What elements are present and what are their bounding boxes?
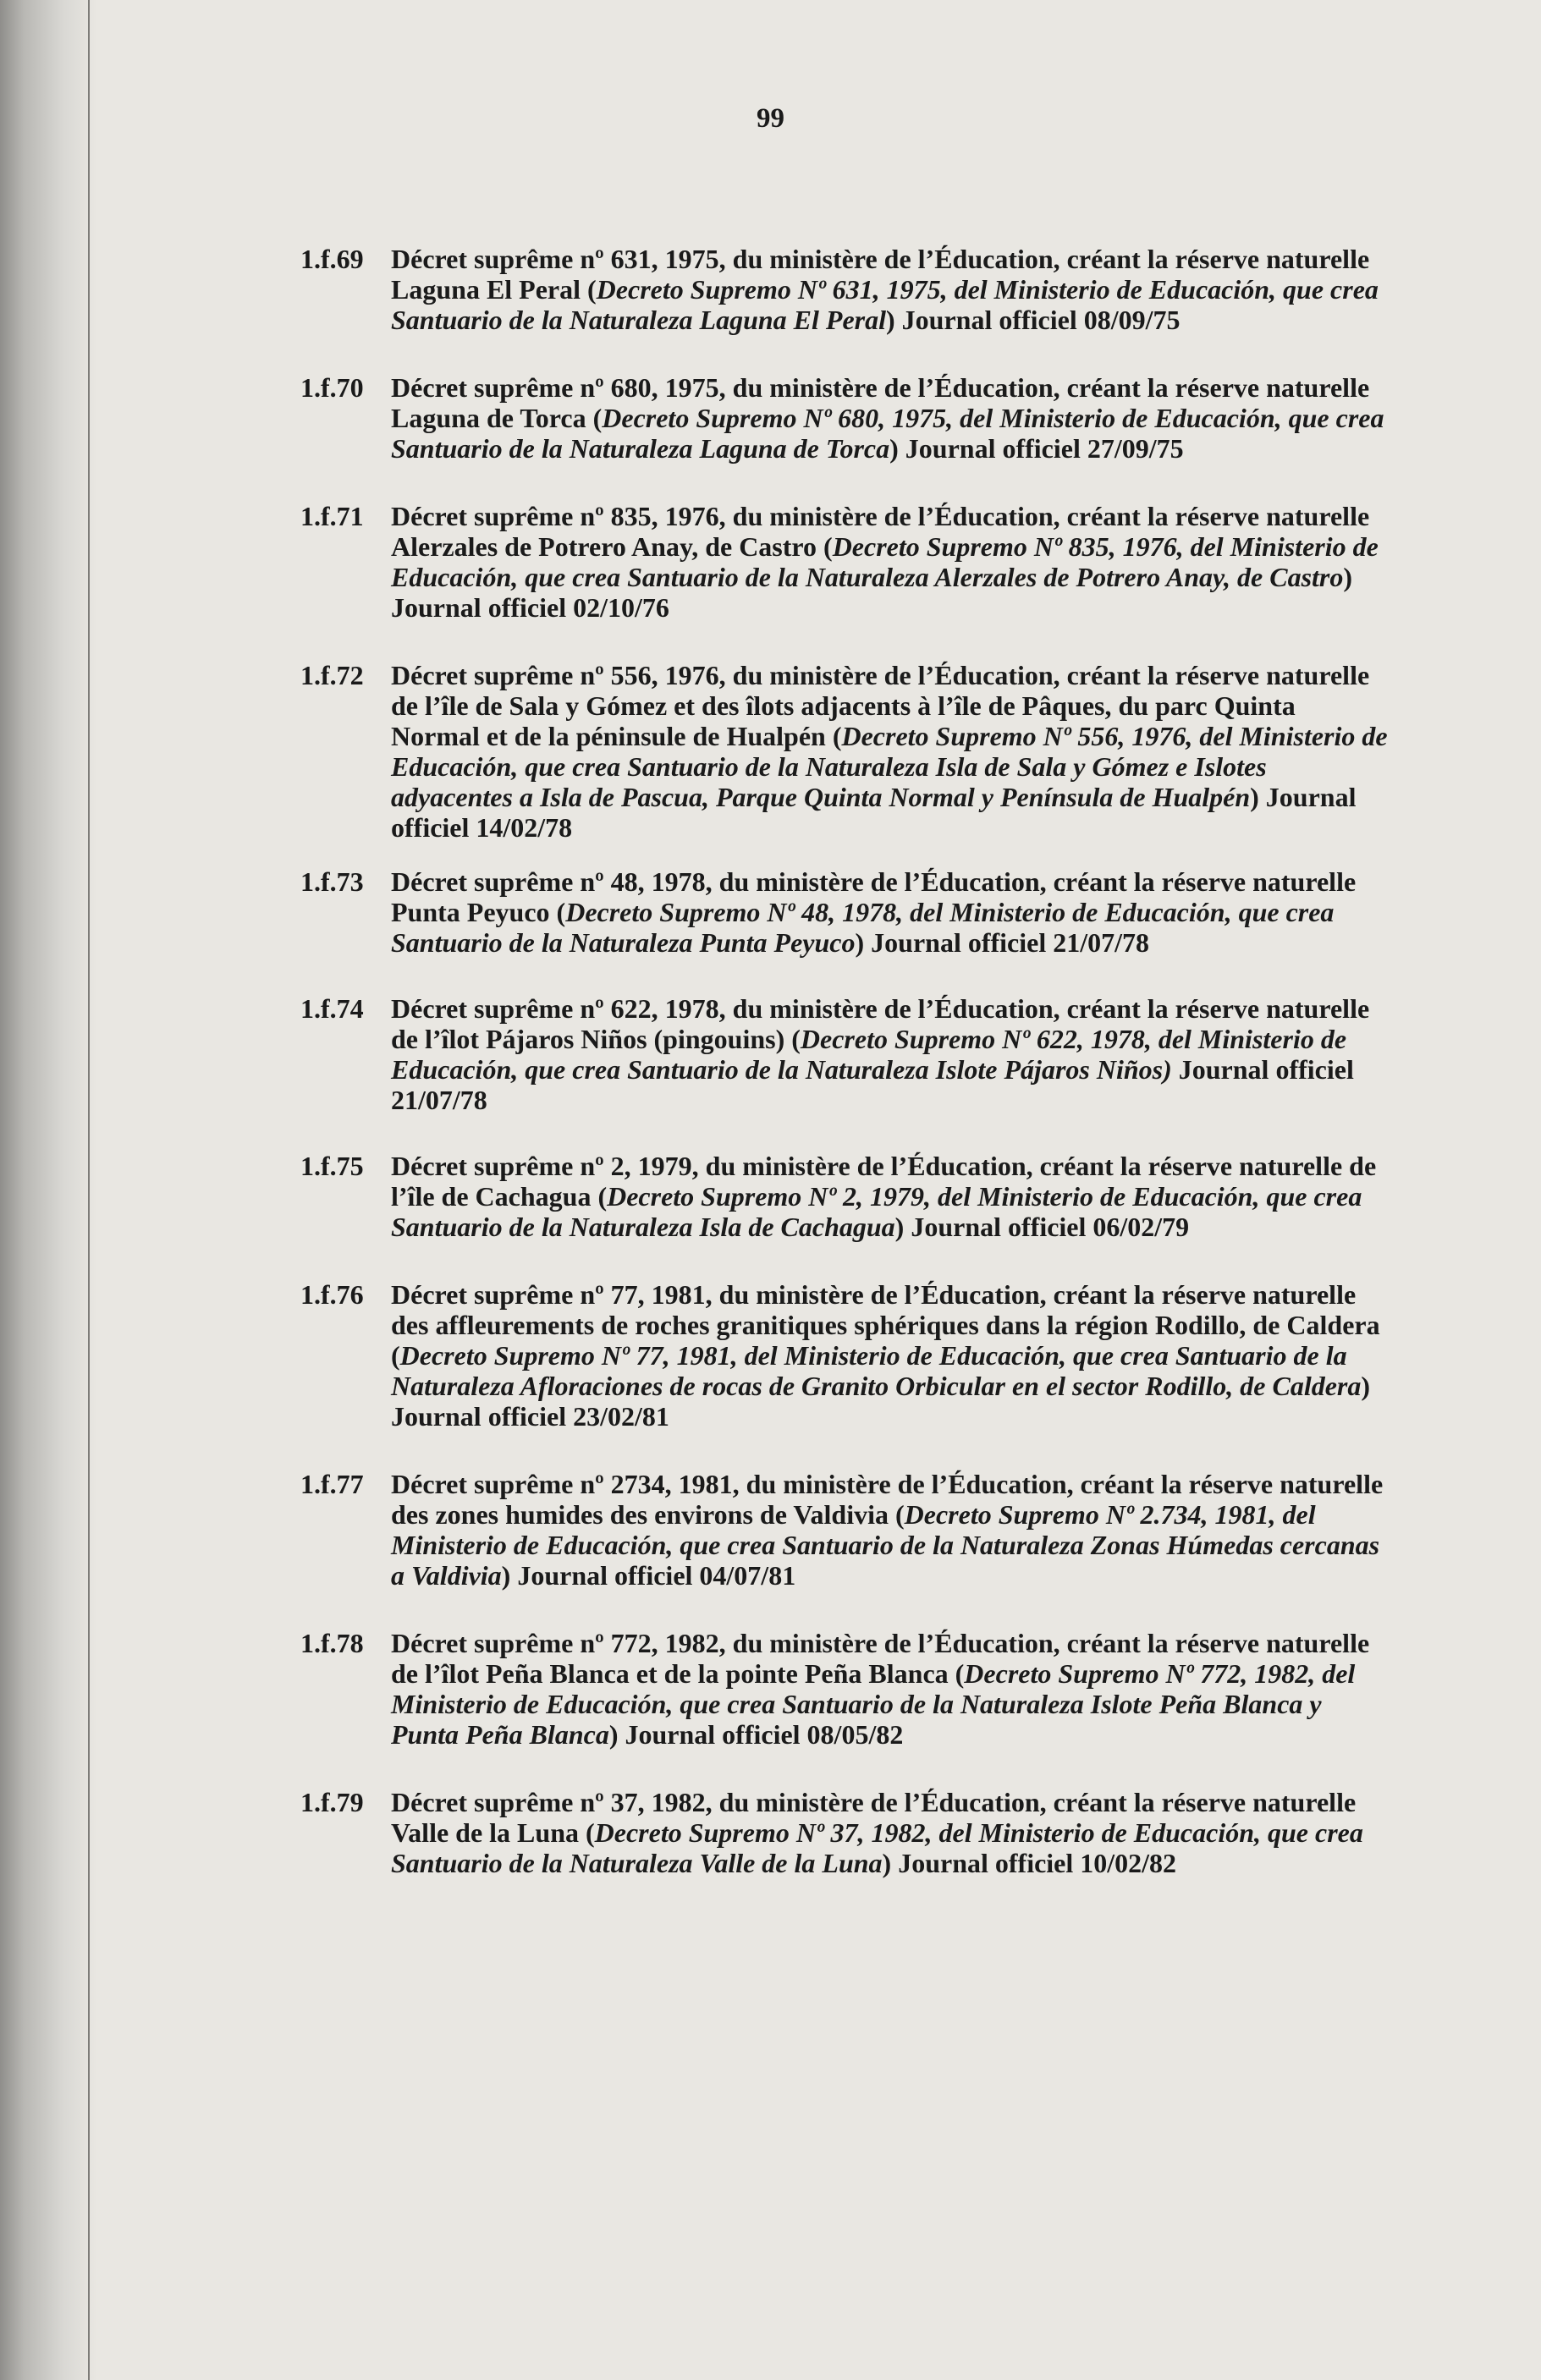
entry-code: 1.f.76 [300, 1279, 364, 1310]
entry-lead: Décret suprême nº 622, 1978, du ministère de l’Éducation, créant la réserve naturelle de l’îlot Pájaros Niños (pingouins) ( [391, 993, 1370, 1054]
entry-code: 1.f.69 [300, 244, 364, 274]
entry-lead: Décret suprême nº 556, 1976, du ministère de l’Éducation, créant la réserve naturelle de l’île de Sala y Gómez et des îlots adjacents à l’île de Pâques, du parc Quinta Normal et de la péninsule de Hualpén ( [391, 660, 1370, 751]
entry-text [391, 1787, 1390, 1878]
entry-tail: ) Journal officiel 10/02/82 [882, 1848, 1177, 1878]
entry-spanish-title: Decreto Supremo Nº 680, 1975, del Ministerio de Educación, que crea Santuario de la Naturaleza Laguna de Torca [391, 403, 1384, 464]
decree-entry-1f77 [300, 1469, 1417, 1591]
decree-entry-1f76 [300, 1279, 1417, 1432]
entry-code: 1.f.72 [300, 660, 364, 690]
entry-tail: ) Journal officiel 14/02/78 [391, 782, 1357, 843]
entry-spanish-title: Decreto Supremo Nº 556, 1976, del Ministerio de Educación, que crea Santuario de la Naturaleza Isla de Sala y Gómez e Islotes adyacentes a Isla de Pascua, Parque Quinta Normal y Península de Hualpén [391, 721, 1388, 812]
entry-code: 1.f.77 [300, 1469, 364, 1499]
entry-code: 1.f.70 [300, 372, 364, 403]
decree-entry-1f78 [300, 1628, 1417, 1750]
entry-code: 1.f.75 [300, 1151, 364, 1181]
decree-entry-1f71 [300, 501, 1417, 623]
entry-lead: Décret suprême nº 2, 1979, du ministère de l’Éducation, créant la réserve naturelle de l’île de Cachagua ( [391, 1151, 1377, 1212]
entry-tail: ) Journal officiel 08/05/82 [608, 1719, 904, 1750]
entry-spanish-title: Decreto Supremo Nº 835, 1976, del Ministerio de Educación, que crea Santuario de la Naturaleza Alerzales de Potrero Anay, de Castro [391, 531, 1379, 592]
entry-spanish-title: Decreto Supremo Nº 2.734, 1981, del Ministerio de Educación, que crea Santuario de la Naturaleza Zonas Húmedas cercanas a Valdivia [391, 1499, 1380, 1591]
entry-spanish-title: Decreto Supremo Nº 622, 1978, del Ministerio de Educación, que crea Santuario de la Naturaleza Islote Pájaros Niños) [391, 1024, 1347, 1085]
entry-lead: Décret suprême nº 48, 1978, du ministère de l’Éducation, créant la réserve naturelle Punta Peyuco ( [391, 866, 1357, 927]
entry-spanish-title: Decreto Supremo Nº 48, 1978, del Ministerio de Educación, que crea Santuario de la Naturaleza Punta Peyuco [391, 897, 1335, 958]
entry-tail: ) Journal officiel 21/07/78 [855, 927, 1150, 958]
decree-entry-1f73 [300, 866, 1417, 958]
entry-tail: ) Journal officiel 04/07/81 [501, 1560, 796, 1591]
entry-lead: Décret suprême nº 37, 1982, du ministère de l’Éducation, créant la réserve naturelle Valle de la Luna ( [391, 1787, 1357, 1848]
entry-lead: Décret suprême nº 77, 1981, du ministère de l’Éducation, créant la réserve naturelle des affleurements de roches granitiques sphériques dans la région Rodillo, de Caldera ( [391, 1279, 1380, 1371]
entry-lead: Décret suprême nº 772, 1982, du ministère de l’Éducation, créant la réserve naturelle de l’îlot Peña Blanca et de la pointe Peña Blanca ( [391, 1628, 1370, 1689]
entry-text [391, 866, 1390, 958]
page-gutter-shadow [0, 0, 97, 2380]
page-number: 99 [757, 103, 784, 134]
entry-lead: Décret suprême nº 2734, 1981, du ministère de l’Éducation, créant la réserve naturelle des zones humides des environs de Valdivia ( [391, 1469, 1384, 1530]
entry-text [391, 1151, 1390, 1242]
decree-entry-1f74 [300, 993, 1417, 1115]
entry-tail: ) Journal officiel 02/10/76 [391, 562, 1353, 623]
entry-tail: ) Journal officiel 23/02/81 [391, 1371, 1371, 1432]
entry-text [391, 1469, 1390, 1591]
entry-lead: Décret suprême nº 680, 1975, du ministère de l’Éducation, créant la réserve naturelle Laguna de Torca ( [391, 372, 1370, 433]
decree-entry-1f79 [300, 1787, 1417, 1878]
entry-text [391, 372, 1390, 464]
entry-text [391, 501, 1390, 623]
entry-tail: ) Journal officiel 06/02/79 [894, 1212, 1190, 1242]
entry-tail: ) Journal officiel 08/09/75 [885, 305, 1181, 335]
decree-entry-1f72 [300, 660, 1417, 843]
entry-code: 1.f.79 [300, 1787, 364, 1817]
entry-code: 1.f.71 [300, 501, 364, 531]
entry-spanish-title: Decreto Supremo Nº 37, 1982, del Ministerio de Educación, que crea Santuario de la Naturaleza Valle de la Luna [391, 1817, 1363, 1878]
entry-text [391, 244, 1390, 335]
decree-entry-1f75 [300, 1151, 1417, 1242]
entry-text [391, 1279, 1390, 1432]
entry-text [391, 993, 1390, 1115]
entry-spanish-title: Decreto Supremo Nº 772, 1982, del Ministerio de Educación, que crea Santuario de la Naturaleza Islote Peña Blanca y Punta Peña Blanca [391, 1658, 1356, 1750]
decree-list [300, 244, 1417, 1878]
entry-tail: ) Journal officiel 27/09/75 [889, 433, 1184, 464]
entry-lead: Décret suprême nº 835, 1976, du ministère de l’Éducation, créant la réserve naturelle Alerzales de Potrero Anay, de Castro ( [391, 501, 1370, 562]
entry-code: 1.f.73 [300, 866, 364, 897]
entry-spanish-title: Decreto Supremo Nº 2, 1979, del Ministerio de Educación, que crea Santuario de la Naturaleza Isla de Cachagua [391, 1181, 1362, 1242]
entry-code: 1.f.74 [300, 993, 364, 1024]
entry-text [391, 1628, 1390, 1750]
decree-entry-1f69 [300, 244, 1417, 335]
entry-code: 1.f.78 [300, 1628, 364, 1658]
book-fold-line [88, 0, 90, 2380]
entry-tail: Journal officiel 21/07/78 [391, 1054, 1354, 1115]
entry-lead: Décret suprême nº 631, 1975, du ministère de l’Éducation, créant la réserve naturelle Laguna El Peral ( [391, 244, 1370, 305]
entry-spanish-title: Decreto Supremo Nº 77, 1981, del Ministerio de Educación, que crea Santuario de la Naturaleza Afloraciones de rocas de Granito Orbicular en el sector Rodillo, de Caldera [391, 1340, 1362, 1401]
entry-text [391, 660, 1390, 843]
entry-spanish-title: Decreto Supremo Nº 631, 1975, del Ministerio de Educación, que crea Santuario de la Naturaleza Laguna El Peral [391, 274, 1379, 335]
decree-entry-1f70 [300, 372, 1417, 464]
